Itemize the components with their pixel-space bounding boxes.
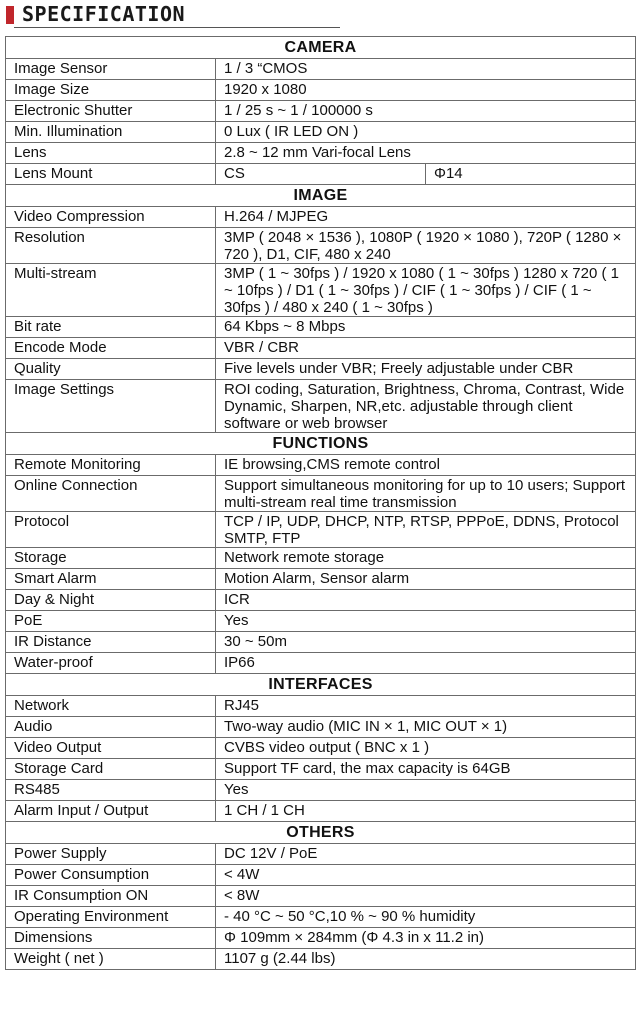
- spec-value: Motion Alarm, Sensor alarm: [216, 569, 636, 590]
- spec-key: RS485: [6, 780, 216, 801]
- spec-row: [6, 380, 636, 433]
- spec-row: [6, 569, 636, 590]
- page-title: SPECIFICATION: [22, 2, 186, 26]
- spec-row: [6, 590, 636, 611]
- spec-value: 1107 g (2.44 lbs): [216, 949, 636, 970]
- spec-row: [6, 455, 636, 476]
- spec-value: CVBS video output ( BNC x 1 ): [216, 738, 636, 759]
- spec-key: Storage Card: [6, 759, 216, 780]
- section-header-image: [6, 185, 636, 207]
- spec-key: IR Distance: [6, 632, 216, 653]
- spec-row: [6, 844, 636, 865]
- spec-value: TCP / IP, UDP, DHCP, NTP, RTSP, PPPoE, DDNS, Protocol SMTP, FTP: [216, 512, 636, 548]
- spec-key: Lens Mount: [6, 164, 216, 185]
- spec-value: CS: [216, 164, 426, 185]
- spec-key: Audio: [6, 717, 216, 738]
- spec-value: Network remote storage: [216, 548, 636, 569]
- spec-key: Storage: [6, 548, 216, 569]
- spec-row: [6, 122, 636, 143]
- spec-key: Dimensions: [6, 928, 216, 949]
- spec-key: Video Compression: [6, 207, 216, 228]
- spec-key: Network: [6, 696, 216, 717]
- spec-value: IE browsing,CMS remote control: [216, 455, 636, 476]
- spec-key: Min. Illumination: [6, 122, 216, 143]
- spec-row: [6, 801, 636, 822]
- spec-value: RJ45: [216, 696, 636, 717]
- spec-row: [6, 476, 636, 512]
- spec-row: [6, 632, 636, 653]
- spec-value: 30 ~ 50m: [216, 632, 636, 653]
- header-accent-mark: [6, 6, 14, 24]
- spec-row: [6, 101, 636, 122]
- spec-key: Power Supply: [6, 844, 216, 865]
- spec-value: Two-way audio (MIC IN × 1, MIC OUT × 1): [216, 717, 636, 738]
- spec-key: Protocol: [6, 512, 216, 548]
- section-header-others: [6, 822, 636, 844]
- spec-value: Φ 109mm × 284mm (Φ 4.3 in x 11.2 in): [216, 928, 636, 949]
- spec-key: Video Output: [6, 738, 216, 759]
- spec-value: 1 CH / 1 CH: [216, 801, 636, 822]
- spec-value: - 40 °C ~ 50 °C,10 % ~ 90 % humidity: [216, 907, 636, 928]
- spec-value: Support TF card, the max capacity is 64GB: [216, 759, 636, 780]
- spec-row: [6, 611, 636, 632]
- spec-key: Smart Alarm: [6, 569, 216, 590]
- spec-row: [6, 359, 636, 380]
- header-underline: [14, 27, 340, 28]
- spec-row: [6, 207, 636, 228]
- spec-row: [6, 228, 636, 264]
- spec-row: [6, 143, 636, 164]
- spec-key: Online Connection: [6, 476, 216, 512]
- spec-value: 3MP ( 2048 × 1536 ), 1080P ( 1920 × 1080 ), 720P ( 1280 × 720 ), D1, CIF, 480 x 240: [216, 228, 636, 264]
- section-title: FUNCTIONS: [6, 433, 636, 455]
- spec-table: [5, 36, 636, 970]
- spec-row: [6, 780, 636, 801]
- spec-value: 0 Lux ( IR LED ON ): [216, 122, 636, 143]
- spec-row: [6, 886, 636, 907]
- spec-value: Yes: [216, 780, 636, 801]
- spec-key: Power Consumption: [6, 865, 216, 886]
- section-title: CAMERA: [6, 37, 636, 59]
- spec-row: [6, 264, 636, 317]
- spec-value: 1 / 25 s ~ 1 / 100000 s: [216, 101, 636, 122]
- spec-value: ROI coding, Saturation, Brightness, Chroma, Contrast, Wide Dynamic, Sharpen, NR,etc. adjustable through client software or web browser: [216, 380, 636, 433]
- spec-key: Image Sensor: [6, 59, 216, 80]
- spec-key: Electronic Shutter: [6, 101, 216, 122]
- section-title: INTERFACES: [6, 674, 636, 696]
- spec-row: [6, 717, 636, 738]
- spec-row: [6, 738, 636, 759]
- spec-row-lens-mount: [6, 164, 636, 185]
- spec-key: Remote Monitoring: [6, 455, 216, 476]
- section-header-functions: [6, 433, 636, 455]
- spec-key: Quality: [6, 359, 216, 380]
- section-title: OTHERS: [6, 822, 636, 844]
- spec-key: Resolution: [6, 228, 216, 264]
- spec-key: Weight ( net ): [6, 949, 216, 970]
- spec-value: ICR: [216, 590, 636, 611]
- spec-row: [6, 338, 636, 359]
- spec-key: Image Size: [6, 80, 216, 101]
- spec-value: Support simultaneous monitoring for up to 10 users; Support multi-stream real time transmission: [216, 476, 636, 512]
- spec-value: Yes: [216, 611, 636, 632]
- spec-row: [6, 59, 636, 80]
- spec-row: [6, 653, 636, 674]
- section-header-interfaces: [6, 674, 636, 696]
- spec-value: DC 12V / PoE: [216, 844, 636, 865]
- spec-key: Operating Environment: [6, 907, 216, 928]
- spec-key: Day & Night: [6, 590, 216, 611]
- spec-value: 1 / 3 “CMOS: [216, 59, 636, 80]
- spec-key: Multi-stream: [6, 264, 216, 317]
- spec-row: [6, 759, 636, 780]
- spec-row: [6, 907, 636, 928]
- spec-row: [6, 928, 636, 949]
- spec-value: 1920 x 1080: [216, 80, 636, 101]
- spec-key: Encode Mode: [6, 338, 216, 359]
- spec-key: Image Settings: [6, 380, 216, 433]
- spec-value: H.264 / MJPEG: [216, 207, 636, 228]
- spec-value: 3MP ( 1 ~ 30fps ) / 1920 x 1080 ( 1 ~ 30fps ) 1280 x 720 ( 1 ~ 10fps ) / D1 ( 1 ~ 30fps ) / CIF ( 1 ~ 30fps ) / CIF ( 1 ~ 30fps ) / 480 x 240 ( 1 ~ 30fps ): [216, 264, 636, 317]
- spec-key: Lens: [6, 143, 216, 164]
- spec-header: [0, 0, 640, 34]
- spec-row: [6, 512, 636, 548]
- spec-value: IP66: [216, 653, 636, 674]
- spec-value: < 8W: [216, 886, 636, 907]
- spec-value-secondary: Φ14: [426, 164, 636, 185]
- spec-value: 64 Kbps ~ 8 Mbps: [216, 317, 636, 338]
- spec-row: [6, 548, 636, 569]
- spec-row: [6, 696, 636, 717]
- section-header-camera: [6, 37, 636, 59]
- spec-key: IR Consumption ON: [6, 886, 216, 907]
- spec-value: 2.8 ~ 12 mm Vari-focal Lens: [216, 143, 636, 164]
- spec-row: [6, 865, 636, 886]
- section-title: IMAGE: [6, 185, 636, 207]
- spec-row: [6, 317, 636, 338]
- spec-value: < 4W: [216, 865, 636, 886]
- spec-key: Alarm Input / Output: [6, 801, 216, 822]
- spec-key: Water-proof: [6, 653, 216, 674]
- spec-value: VBR / CBR: [216, 338, 636, 359]
- spec-key: Bit rate: [6, 317, 216, 338]
- spec-value: Five levels under VBR; Freely adjustable under CBR: [216, 359, 636, 380]
- spec-row: [6, 949, 636, 970]
- spec-row: [6, 80, 636, 101]
- spec-key: PoE: [6, 611, 216, 632]
